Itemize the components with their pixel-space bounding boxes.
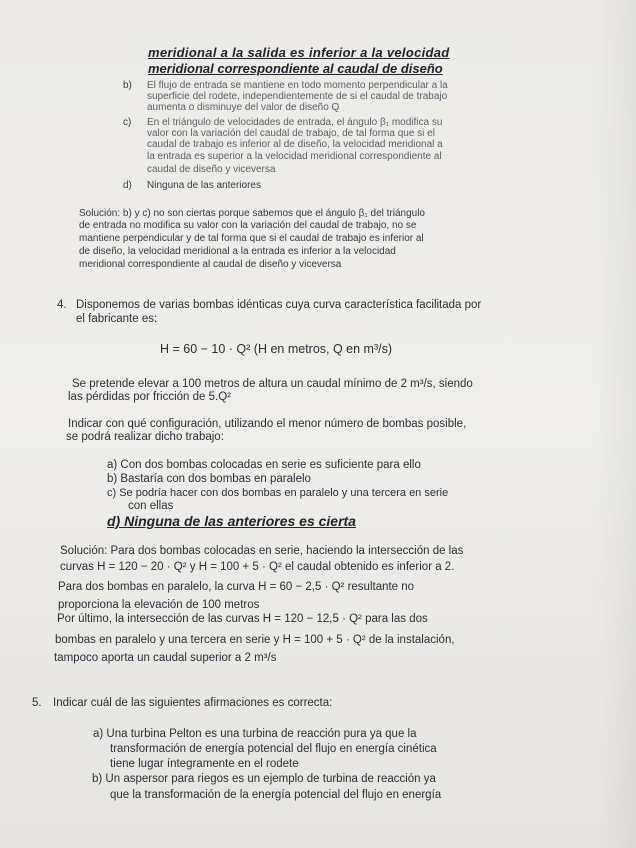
prev-option-b-line-1: El flujo de entrada se mantiene en todo momento perpendicular a la (147, 80, 448, 91)
q4-solution-line-2: curvas H = 120 − 20 · Q² y H = 100 + 5 · Q² el caudal obtenido es inferior a 2. (60, 561, 455, 573)
prev-option-b-line-3: aumenta o disminuye del valor de diseño Q (147, 102, 340, 113)
q5-title: Indicar cuál de las siguientes afirmaciones es correcta: (53, 697, 333, 709)
prev-option-c-label: c) (123, 117, 132, 128)
q5-option-b-line-1: b) Un aspersor para riegos es un ejemplo de turbina de reacción ya (92, 773, 436, 785)
q4-solution-line-7: tampoco aporta un caudal superior a 2 m³/s (54, 652, 277, 664)
prev-option-b-line-2: superficie del rodete, independientemente de si el caudal de trabajo (147, 91, 448, 102)
q4-solution-line-5: Por último, la intersección de las curvas H = 120 − 12,5 · Q² para las dos (57, 613, 428, 625)
q4-option-d-correct: d) Ninguna de las anteriores es cierta (107, 513, 356, 529)
prev-solution-line-5: meridional correspondiente al caudal de diseño y viceversa (79, 259, 342, 270)
prev-option-c-line-1: En el triángulo de velocidades de entrada, el ángulo β₁ modifica su (147, 117, 443, 128)
q4-option-c-line-2: con ellas (128, 500, 174, 512)
prev-option-b-label: b) (123, 80, 132, 91)
q4-ask-line-1: Indicar con qué configuración, utilizando el menor número de bombas posible, (68, 418, 467, 430)
q5-option-a-line-3: tiene lugar íntegramente en el rodete (110, 758, 299, 770)
q4-ask-line-2: se podrá realizar dicho trabajo: (66, 431, 224, 443)
q4-intro-line-2: el fabricante es: (76, 313, 158, 325)
q4-goal-line-1: Se pretende elevar a 100 metros de altura un caudal mínimo de 2 m³/s, siendo (72, 378, 473, 390)
q4-goal-line-2: las pérdidas por fricción de 5.Q² (68, 391, 231, 403)
prev-heading-line-2: meridional correspondiente al caudal de diseño (148, 61, 443, 76)
prev-option-d-text: Ninguna de las anteriores (147, 180, 261, 191)
q5-option-a-line-2: transformación de energía potencial del flujo en energía cinética (110, 743, 437, 755)
q4-solution-line-4: proporciona la elevación de 100 metros (58, 599, 260, 611)
q4-solution-line-1: Solución: Para dos bombas colocadas en serie, haciendo la intersección de las (60, 545, 464, 557)
q4-option-c-line-1: c) Se podría hacer con dos bombas en paralelo y una tercera en serie (107, 487, 449, 499)
q4-solution-line-3: Para dos bombas en paralelo, la curva H = 60 − 2,5 · Q² resultante no (58, 581, 415, 593)
prev-solution-line-2: de entrada no modifica su valor con la variación del caudal de trabajo, no se (79, 220, 417, 231)
q4-intro-line-1: Disponemos de varias bombas idénticas cuya curva característica facilitada por (76, 299, 482, 311)
q5-option-a-line-1: a) Una turbina Pelton es una turbina de reacción pura ya que la (93, 728, 417, 740)
q5-number: 5. (32, 697, 42, 709)
prev-option-c-line-2: valor con la variación del caudal de trabajo, de tal forma que si el (147, 128, 435, 139)
q4-number: 4. (57, 299, 67, 311)
q4-formula: H = 60 − 10 · Q² (H en metros, Q en m³/s) (160, 342, 393, 356)
prev-solution-line-4: de diseño, la velocidad meridional a la entrada es inferior a la velocidad (79, 246, 396, 257)
prev-solution-line-1: Solución: b) y c) no son ciertas porque sabemos que el ángulo β₁ del triángulo (79, 208, 425, 219)
prev-option-c-line-5: caudal de diseño y viceversa (147, 164, 276, 175)
q4-solution-line-6: bombas en paralelo y una tercera en serie y H = 100 + 5 · Q² de la instalación, (55, 634, 455, 646)
q5-option-b-line-2: que la transformación de la energía potencial del flujo en energía (110, 789, 442, 801)
q4-option-a: a) Con dos bombas colocadas en serie es suficiente para ello (107, 459, 421, 471)
prev-heading-line-1: meridional a la salida es inferior a la velocidad (148, 45, 450, 60)
prev-option-c-line-3: caudal de trabajo es inferior al de diseño, la velocidad meridional a (147, 139, 443, 150)
prev-solution-line-3: mantiene perpendicular y de tal forma que si el caudal de trabajo es inferior al (79, 233, 424, 244)
q4-option-b: b) Bastaría con dos bombas en paralelo (107, 473, 311, 485)
page-shadow (596, 0, 636, 848)
prev-option-d-label: d) (123, 180, 132, 191)
prev-option-c-line-4: la entrada es superior a la velocidad meridional correspondiente al (147, 151, 442, 162)
